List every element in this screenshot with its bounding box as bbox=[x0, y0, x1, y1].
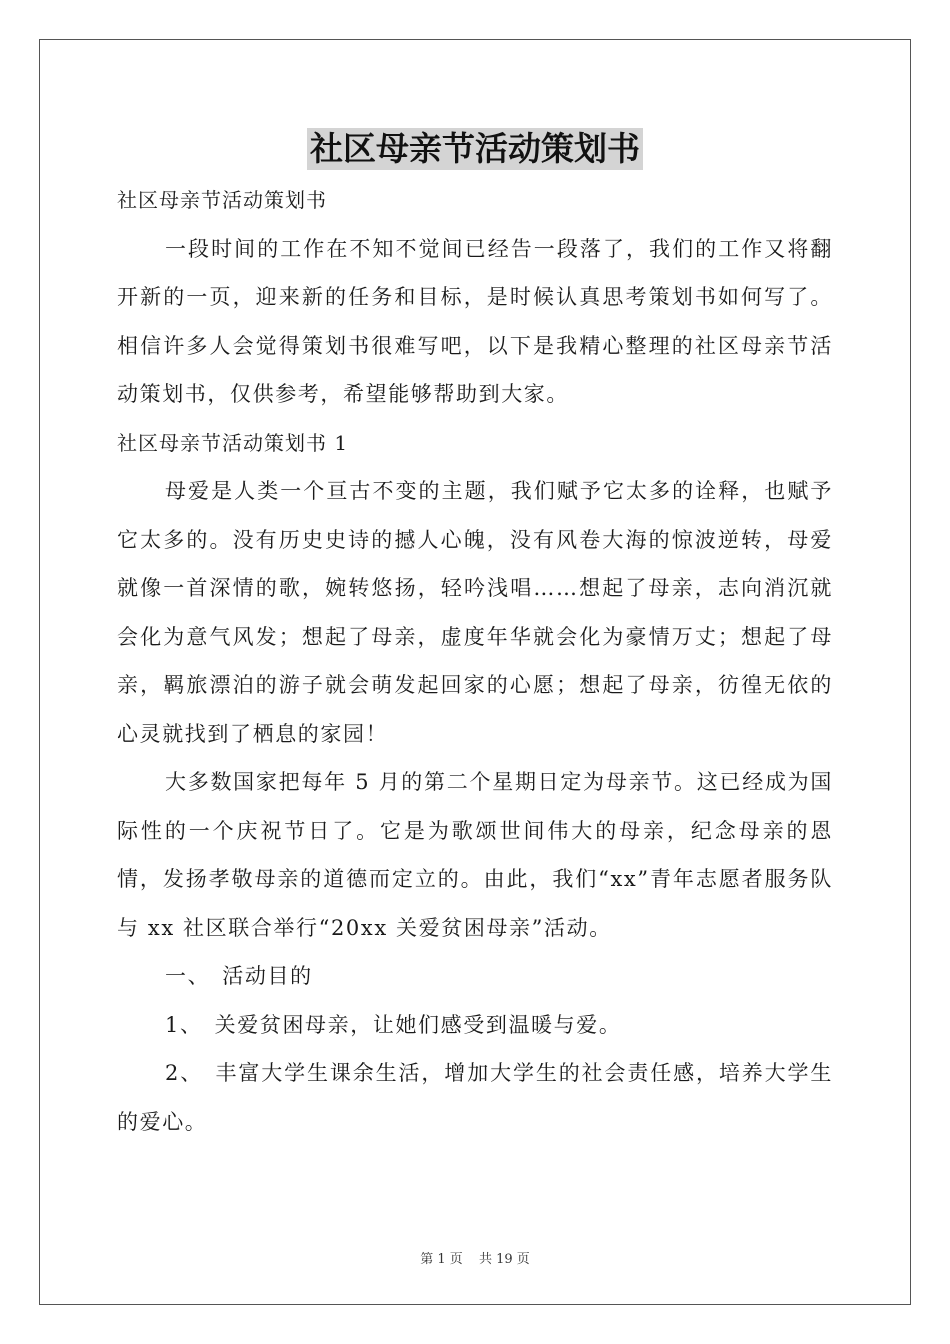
page-number: 第 1 页 bbox=[420, 1252, 463, 1267]
goal-item: 1、 关爱贫困母亲，让她们感受到温暖与爱。 bbox=[165, 1012, 622, 1037]
goal-heading: 一、 活动目的 bbox=[165, 964, 313, 988]
body-paragraph: 大多数国家把每年 5 月的第二个星期日定为母亲节。这已经成为国际性的一个庆祝节日了。它是为歌颂世间伟大的母亲，纪念母亲的恩情，发扬孝敬母亲的道德而定立的。由此，我们“xx”青年志愿者服务队与 xx 社区联合举行“20xx 关爱贫困母亲”活动。 bbox=[117, 770, 833, 940]
document-subtitle: 社区母亲节活动策划书 bbox=[117, 188, 327, 212]
body-paragraph: 母爱是人类一个亘古不变的主题，我们赋予它太多的诠释，也赋予它太多的。没有历史史诗的撼人心魄，没有风卷大海的惊波逆转，母爱就像一首深情的歌，婉转悠扬，轻吟浅唱……想起了母亲，志向消沉就会化为意气风发；想起了母亲，虚度年华就会化为豪情万丈；想起了母亲，羁旅漂泊的游子就会萌发起回家的心愿；想起了母亲，彷徨无依的心灵就找到了栖息的家园！ bbox=[117, 479, 833, 746]
document-title: 社区母亲节活动策划书 bbox=[307, 128, 643, 170]
goal-item: 2、 丰富大学生课余生活，增加大学生的社会责任感，培养大学生的爱心。 bbox=[117, 1061, 833, 1134]
page-total: 共 19 页 bbox=[478, 1252, 530, 1267]
title-container bbox=[0, 128, 950, 170]
intro-paragraph: 一段时间的工作在不知不觉间已经告一段落了，我们的工作又将翻开新的一页，迎来新的任务和目标，是时候认真思考策划书如何写了。相信许多人会觉得策划书很难写吧，以下是我精心整理的社区母亲节活动策划书，仅供参考，希望能够帮助到大家。 bbox=[117, 236, 833, 406]
section-heading: 社区母亲节活动策划书 1 bbox=[117, 430, 349, 455]
document-body bbox=[117, 176, 833, 1146]
page-footer bbox=[0, 1248, 950, 1267]
